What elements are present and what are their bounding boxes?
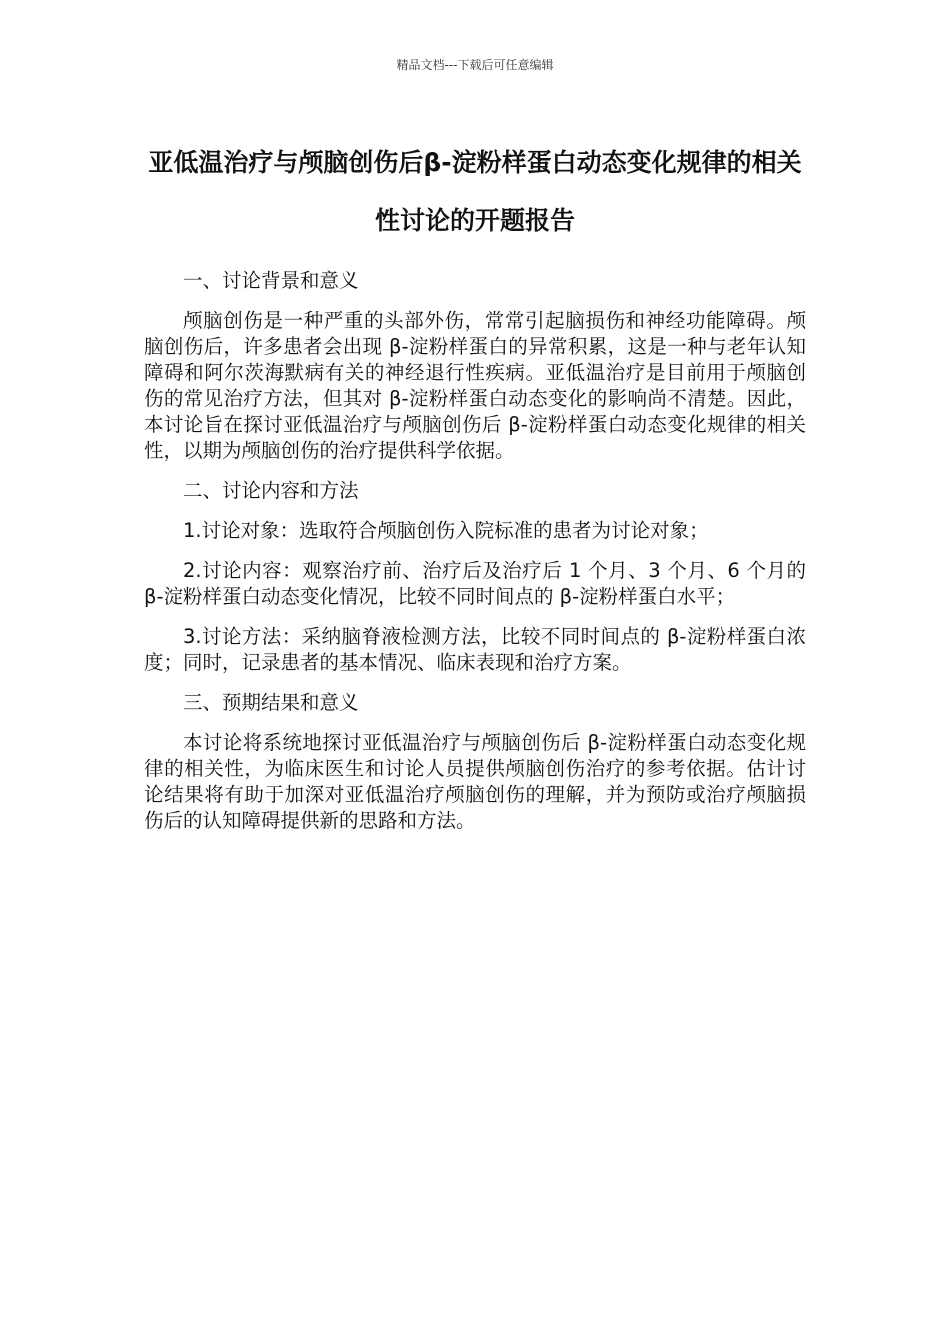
paragraph: 3.讨论方法：采纳脑脊液检测方法，比较不同时间点的 β-淀粉样蛋白浓度；同时，记录患者的基本情况、临床表现和治疗方案。: [144, 625, 806, 674]
document-title: 亚低温治疗与颅脑创伤后β-淀粉样蛋白动态变化规律的相关性讨论的开题报告: [148, 148, 802, 235]
section-heading: 三、预期结果和意义: [183, 691, 359, 714]
document-body: [144, 268, 806, 848]
section-heading: 二、讨论内容和方法: [183, 479, 359, 502]
paragraph: 颅脑创伤是一种严重的头部外伤，常常引起脑损伤和神经功能障碍。颅脑创伤后，许多患者会出现 β-淀粉样蛋白的异常积累，这是一种与老年认知障碍和阿尔茨海默病有关的神经退行性疾病。亚低温治疗是目前用于颅脑创伤的常见治疗方法，但其对 β-淀粉样蛋白动态变化的影响尚不清楚。因此，本讨论旨在探讨亚低温治疗与颅脑创伤后 β-淀粉样蛋白动态变化规律的相关性，以期为颅脑创伤的治疗提供科学依据。: [144, 309, 806, 462]
header-note: 精品文档---下载后可任意编辑: [396, 58, 554, 72]
section-heading: 一、讨论背景和意义: [183, 269, 359, 292]
paragraph: 本讨论将系统地探讨亚低温治疗与颅脑创伤后 β-淀粉样蛋白动态变化规律的相关性，为临床医生和讨论人员提供颅脑创伤治疗的参考依据。估计讨论结果将有助于加深对亚低温治疗颅脑创伤的理解，并为预防或治疗颅脑损伤后的认知障碍提供新的思路和方法。: [144, 731, 806, 832]
paragraph: 1.讨论对象：选取符合颅脑创伤入院标准的患者为讨论对象；: [183, 519, 709, 542]
paragraph: 2.讨论内容：观察治疗前、治疗后及治疗后 1 个月、3 个月、6 个月的 β-淀粉样蛋白动态变化情况，比较不同时间点的 β-淀粉样蛋白水平；: [144, 559, 806, 608]
